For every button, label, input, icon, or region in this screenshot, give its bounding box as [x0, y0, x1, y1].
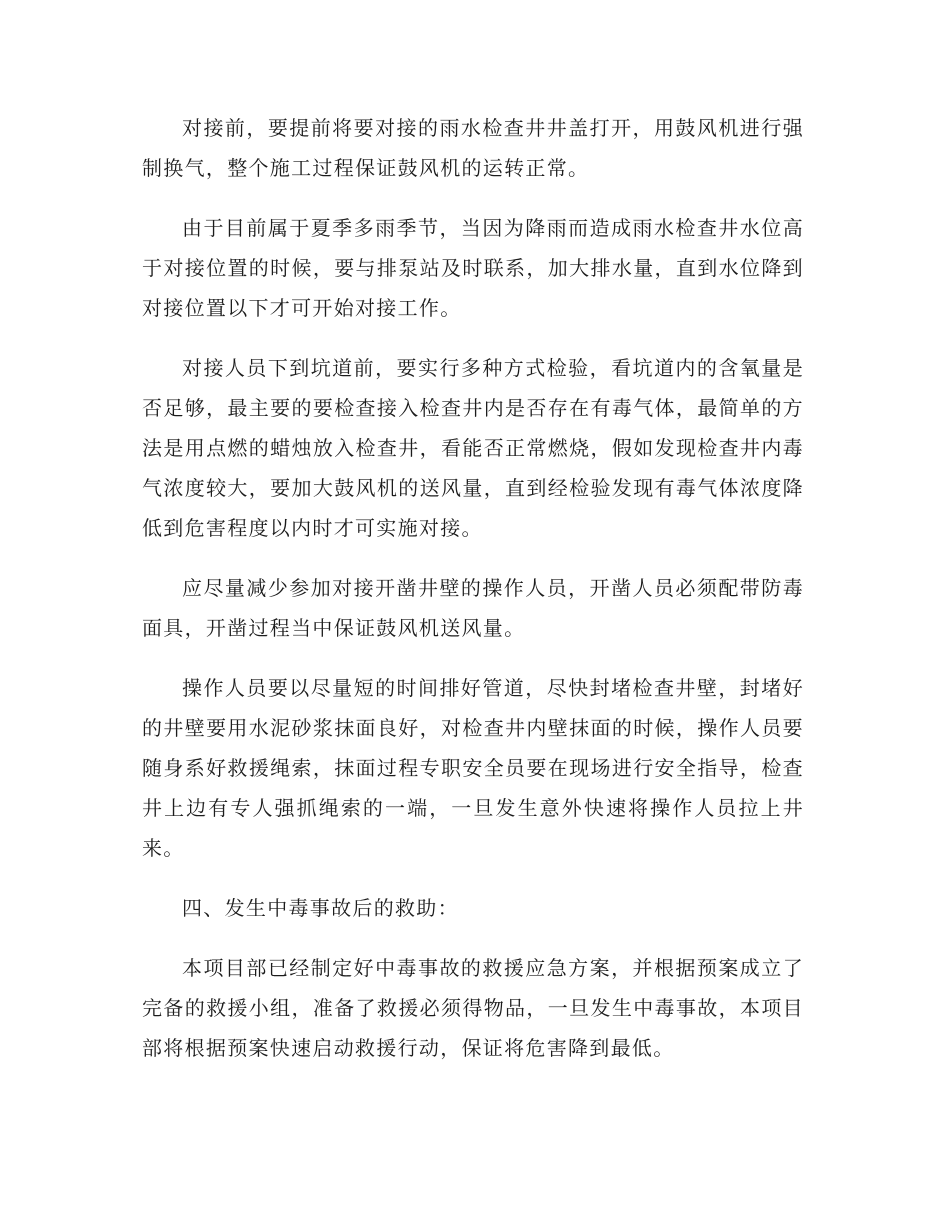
section-heading-rescue: 四、发生中毒事故后的救助： [182, 896, 459, 920]
paragraph-gas-mask: 应尽量减少参加对接开凿井壁的操作人员，开凿人员必须配带防毒面具，开凿过程当中保证鼓风机送风量。 [142, 576, 804, 640]
paragraph-ventilation: 对接前，要提前将要对接的雨水检查井井盖打开，用鼓风机进行强制换气，整个施工过程保证鼓风机的运转正常。 [142, 116, 804, 180]
paragraph-water-level: 由于目前属于夏季多雨季节，当因为降雨而造成雨水检查井水位高于对接位置的时候，要与排泵站及时联系，加大排水量，直到水位降到对接位置以下才可开始对接工作。 [142, 216, 804, 320]
paragraph-gas-check: 对接人员下到坑道前，要实行多种方式检验，看坑道内的含氧量是否足够，最主要的要检查接入检查井内是否存在有毒气体，最简单的方法是用点燃的蜡烛放入检查井，看能否正常燃烧，假如发现检查井内毒气浓度较大，要加大鼓风机的送风量，直到经检验发现有毒气体浓度降低到危害程度以内时才可实施对接。 [142, 356, 804, 540]
paragraph-pipe-sealing: 操作人员要以尽量短的时间排好管道，尽快封堵检查井壁，封堵好的井壁要用水泥砂浆抹面良好，对检查井内壁抹面的时候，操作人员要随身系好救援绳索，抹面过程专职安全员要在现场进行安全指导，检查井上边有专人强抓绳索的一端，一旦发生意外快速将操作人员拉上井来。 [142, 676, 804, 860]
document-body [142, 108, 804, 1088]
paragraph-emergency-plan: 本项目部已经制定好中毒事故的救援应急方案，并根据预案成立了完备的救援小组，准备了救援必须得物品，一旦发生中毒事故，本项目部将根据预案快速启动救援行动，保证将危害降到最低。 [142, 956, 804, 1060]
